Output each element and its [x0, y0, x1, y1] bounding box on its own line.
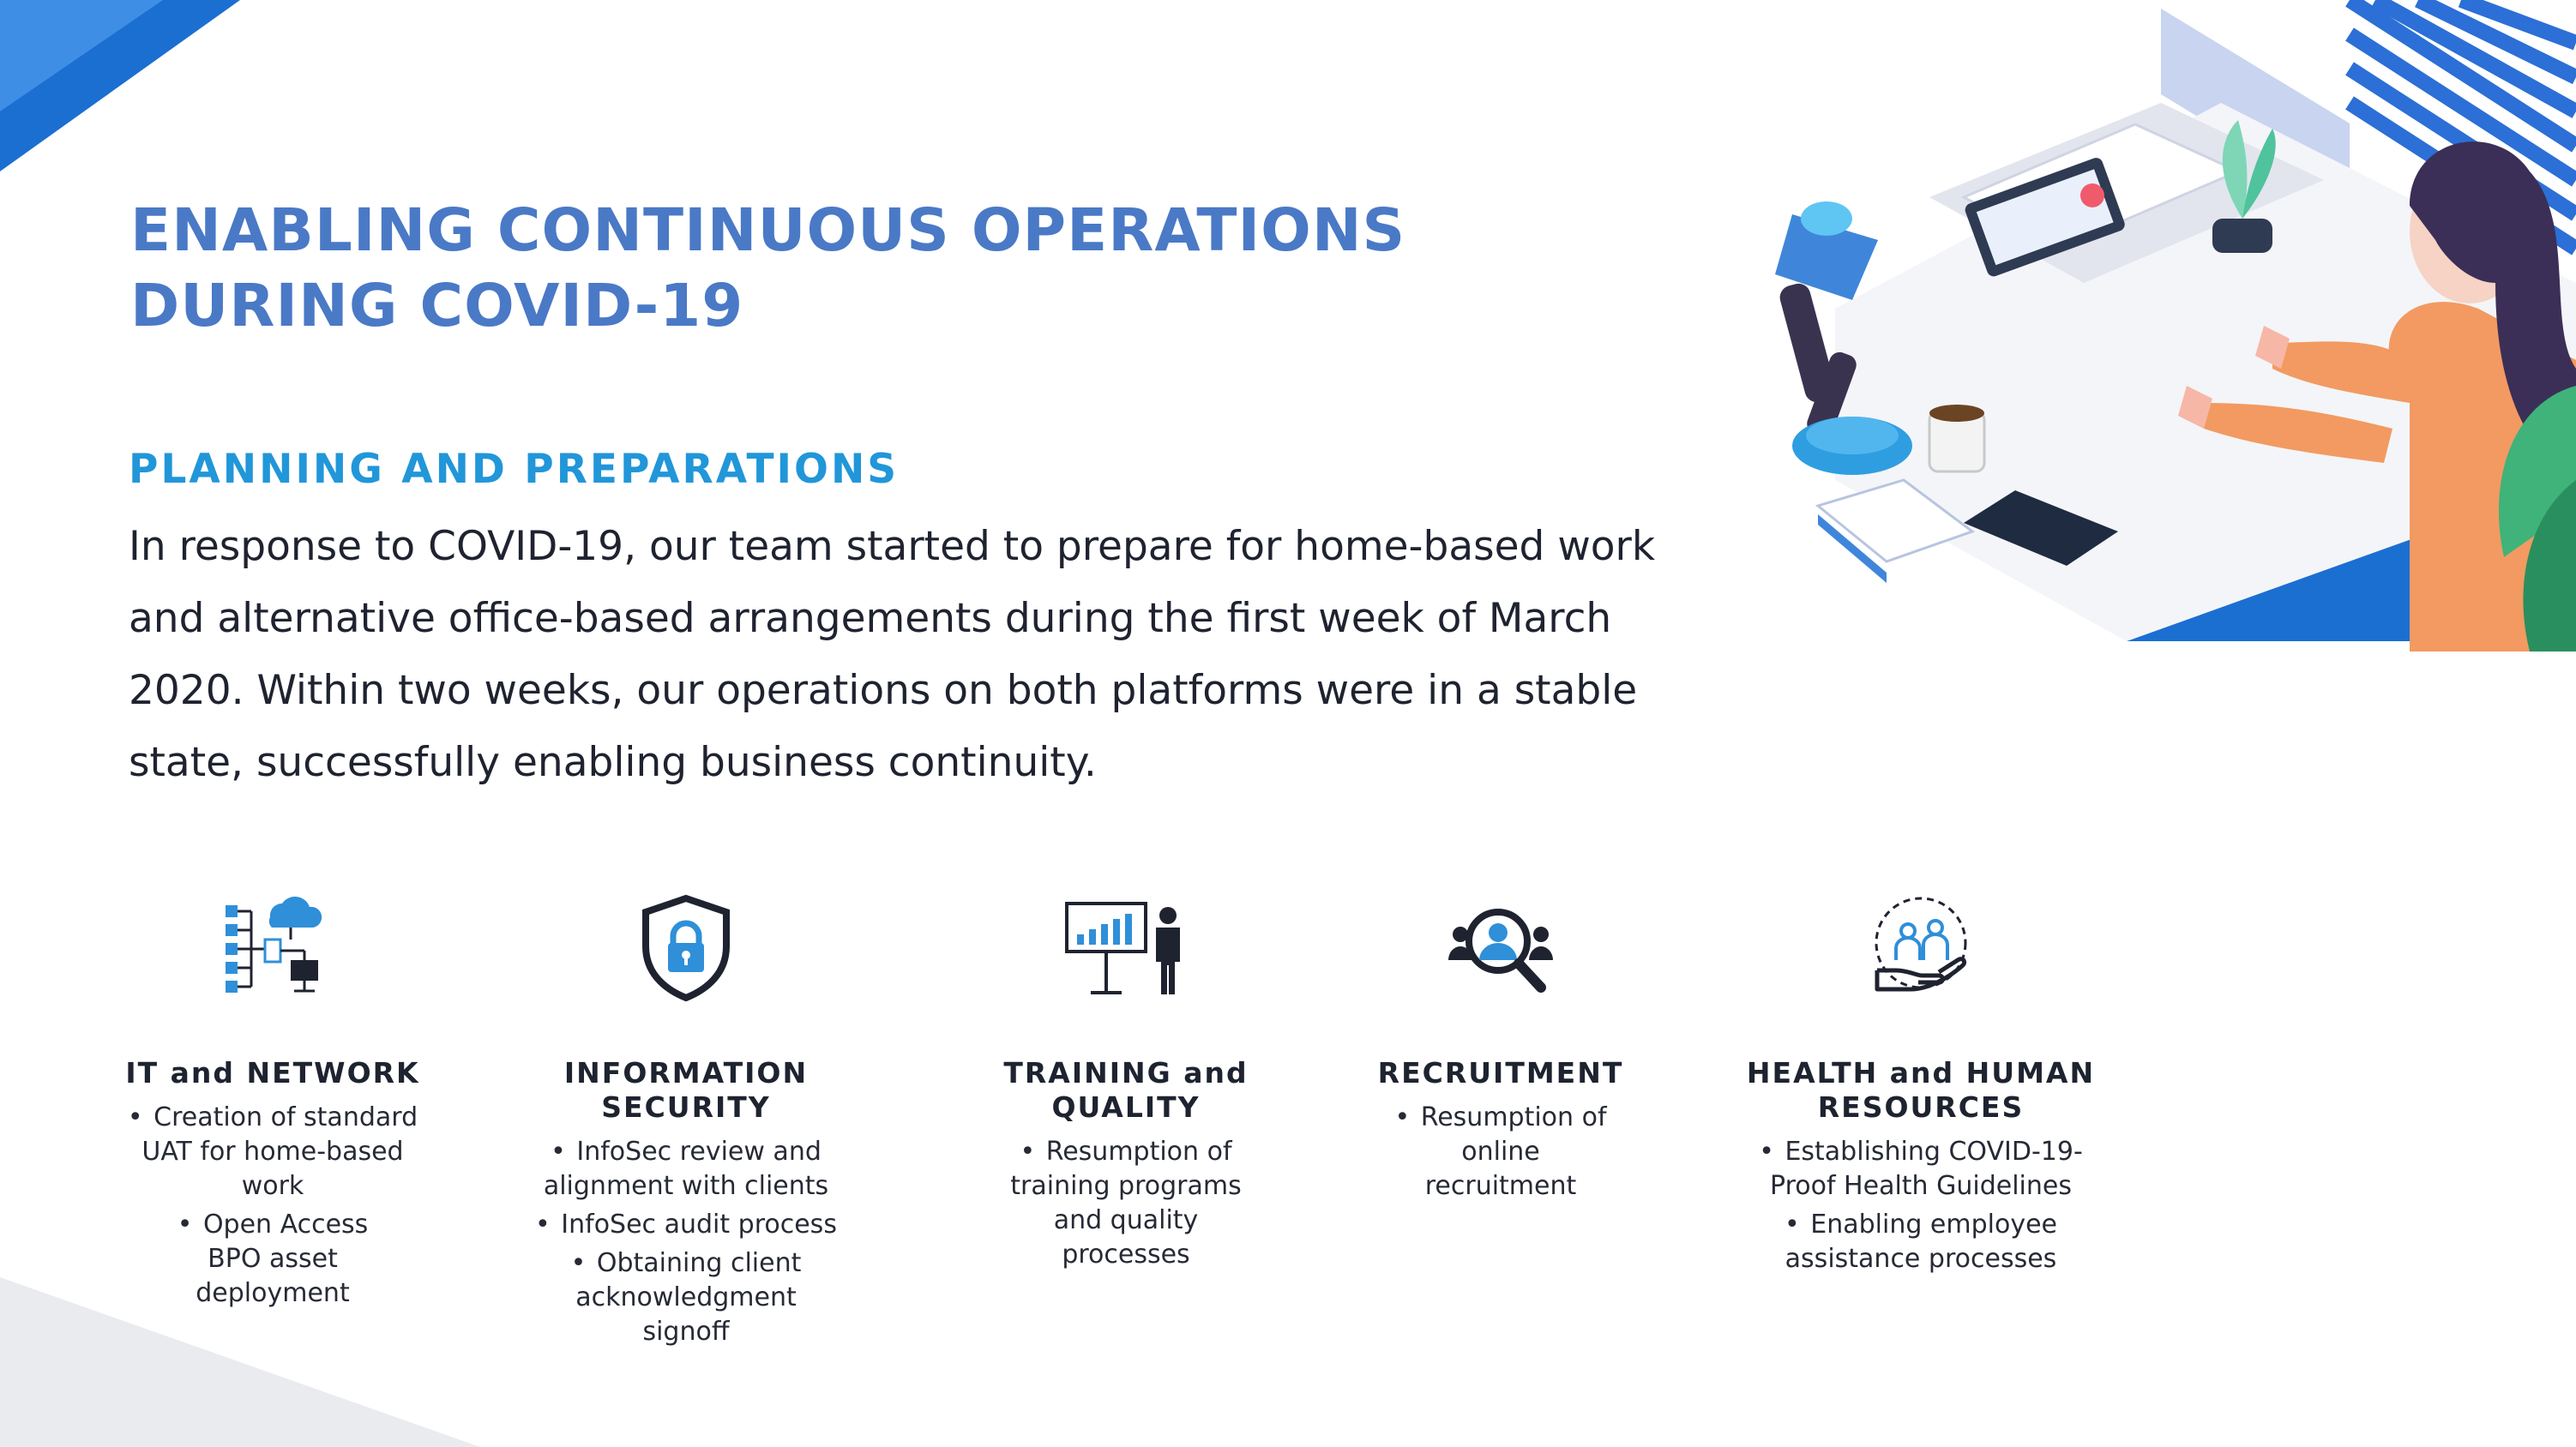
bullet-item [1715, 1135, 2127, 1204]
bullet-item [111, 1101, 434, 1204]
slide-title [130, 193, 1588, 344]
bullet-line: Open Access [202, 1210, 369, 1240]
bullet-list [1715, 1135, 2127, 1276]
bullet-list [111, 1101, 434, 1311]
bullet-item [1372, 1101, 1629, 1204]
intro-line-1: In response to COVID-19, our team started to prepare for home-based work [129, 523, 1656, 570]
bullet-line: and quality [1053, 1205, 1199, 1235]
bullet-line: signoff [642, 1317, 730, 1347]
heading-line: RECRUITMENT [1377, 1056, 1624, 1090]
bullet-line: Resumption of [1045, 1137, 1232, 1167]
bullet-line: Resumption of [1420, 1102, 1607, 1132]
coffee-mug [1929, 405, 1984, 471]
heading-line: IT and NETWORK [125, 1056, 420, 1090]
intro-line-2: and alternative office-based arrangements during the first week of March [129, 595, 1612, 642]
column-heading [111, 1056, 434, 1090]
work-from-home-illustration [1758, 0, 2576, 651]
bullet-line: assistance processes [1785, 1244, 2057, 1274]
column-health-human-resources [1715, 892, 2127, 1281]
heading-line: SECURITY [601, 1090, 771, 1124]
intro-line-3: 2020. Within two weeks, our operations on both platforms were in a stable [129, 667, 1638, 714]
column-recruitment [1372, 892, 1629, 1208]
bullet-item [506, 1246, 866, 1349]
heading-line: TRAINING and [1003, 1056, 1249, 1090]
bullet-line: training programs [1010, 1171, 1242, 1201]
intro-line-4: state, successfully enabling business continuity. [129, 739, 1097, 786]
bullet-line: Proof Health Guidelines [1770, 1171, 2072, 1201]
bullet-line: deployment [196, 1278, 350, 1308]
bullet-item [1715, 1208, 2127, 1276]
column-heading [969, 1056, 1283, 1125]
bullet-item [506, 1208, 866, 1242]
bullet-item [506, 1135, 866, 1204]
bullet-line: processes [1062, 1240, 1190, 1270]
heading-line: QUALITY [1051, 1090, 1201, 1124]
bullet-list [969, 1135, 1283, 1272]
network-cloud-icon [217, 892, 328, 1003]
bullet-line: acknowledgment [575, 1282, 797, 1312]
bullet-line: InfoSec audit process [561, 1210, 837, 1240]
bullet-line: BPO asset [208, 1244, 338, 1274]
slide-title-line-2: DURING COVID-19 [130, 272, 744, 340]
bullet-line: alignment with clients [543, 1171, 829, 1201]
bullet-item [969, 1135, 1283, 1272]
column-information-security [506, 892, 866, 1354]
bullet-line: Creation of standard [153, 1102, 418, 1132]
column-heading [1372, 1056, 1629, 1090]
intro-paragraph [129, 511, 1724, 799]
heading-line: RESOURCES [1817, 1090, 2025, 1124]
bullet-line: Establishing COVID-19- [1785, 1137, 2083, 1167]
column-heading [1715, 1056, 2127, 1125]
section-subtitle: PLANNING AND PREPARATIONS [129, 446, 900, 493]
bullet-list [506, 1135, 866, 1349]
bullet-list [1372, 1101, 1629, 1204]
column-heading [506, 1056, 866, 1125]
column-training-quality [969, 892, 1283, 1276]
recruitment-search-icon [1445, 892, 1556, 1003]
presentation-board-icon [1062, 892, 1190, 1003]
heading-line: INFORMATION [563, 1056, 809, 1090]
bullet-item [111, 1208, 434, 1311]
health-hand-people-icon [1865, 892, 1977, 1003]
bullet-line: UAT for home-based [141, 1137, 404, 1167]
bullet-line: recruitment [1424, 1171, 1577, 1201]
slide-title-line-1: ENABLING CONTINUOUS OPERATIONS [130, 196, 1406, 265]
security-shield-lock-icon [630, 892, 742, 1003]
column-it-network [111, 892, 434, 1315]
bullet-line: Enabling employee [1810, 1210, 2057, 1240]
bullet-line: online [1461, 1137, 1540, 1167]
heading-line: HEALTH and HUMAN [1746, 1056, 2096, 1090]
bullet-line: InfoSec review and [576, 1137, 822, 1167]
bullet-line: Obtaining client [596, 1248, 802, 1278]
corner-accent-top-left [0, 0, 240, 171]
bullet-line: work [241, 1171, 304, 1201]
